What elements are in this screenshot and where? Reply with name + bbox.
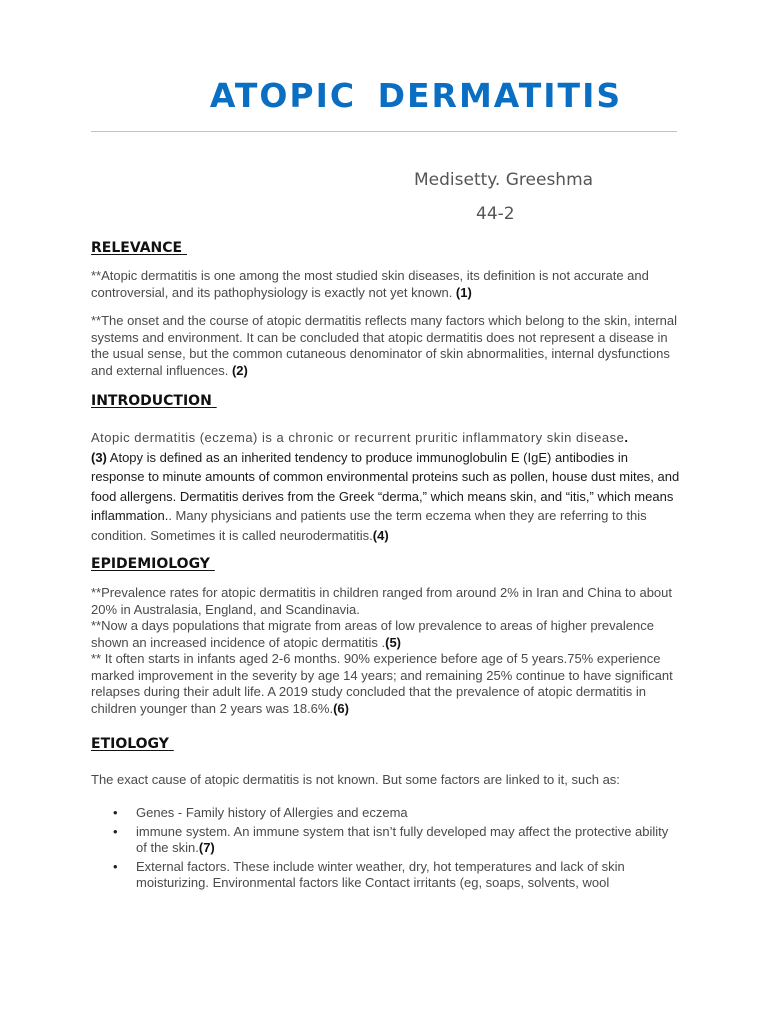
epidemiology-paragraph <box>91 585 681 717</box>
bullet-icon: • <box>113 805 118 820</box>
citation-7: (7) <box>198 840 215 855</box>
bullet-icon: • <box>113 858 118 874</box>
citation-3: (3) <box>91 449 107 465</box>
epidemiology-line-3: ** It often starts in infants aged 2-6 months. 90% experience before age of 5 years.75% experience marked improvement in the severity by age 14 years; and remaining 25% continue to have significant relapses during their adult life. A 2019 study concluded that the prevalence of atopic dermatitis in children younger than 2 years was 18.6%. <box>91 651 673 716</box>
heading-etiology: ETIOLOGY <box>91 736 169 752</box>
relevance-paragraph-1 <box>91 268 681 301</box>
epidemiology-line-2: **Now a days populations that migrate from areas of low prevalence to areas of higher prevalence shown an increased incidence of atopic dermatitis . <box>91 618 654 650</box>
bullet-icon: • <box>113 823 118 839</box>
etiology-item-external: External factors. These include winter weather, dry, hot temperatures and lack of skin moisturizing. Environmental factors like Contact irritants (eg, soaps, solvents, wool <box>136 858 625 890</box>
heading-relevance: RELEVANCE <box>91 240 183 256</box>
citation-2: (2) <box>231 362 248 378</box>
author-name: Medisetty. Greeshma <box>414 170 594 190</box>
title-divider <box>91 131 677 132</box>
citation-4: (4) <box>372 527 389 543</box>
introduction-lead-end: . <box>624 430 628 445</box>
relevance-p1-text: **Atopic dermatitis is one among the most studied skin diseases, its definition is not accurate and controversial, and its pathophysiology is exactly not yet known. <box>91 268 649 300</box>
introduction-paragraph <box>91 428 681 545</box>
relevance-paragraph-2 <box>91 313 681 379</box>
citation-6: (6) <box>333 700 349 716</box>
citation-1: (1) <box>455 284 472 300</box>
heading-introduction: INTRODUCTION <box>91 393 212 409</box>
relevance-p2-text: **The onset and the course of atopic dermatitis reflects many factors which belong to the skin, internal systems and environment. It can be concluded that atopic dermatitis does not represent a disease in the usual sense, but the common cutaneous denominator of skin abnormalities, internal dysfunctions and external influences. <box>91 313 678 378</box>
heading-epidemiology: EPIDEMIOLOGY <box>91 556 210 572</box>
list-item <box>91 824 681 857</box>
etiology-item-immune: immune system. An immune system that isn’t fully developed may affect the protective ability of the skin. <box>136 823 669 855</box>
document-title: ATOPIC DERMATITIS <box>209 76 623 115</box>
introduction-atopy-text: Atopy is defined as an inherited tendency to produce immunoglobulin E (IgE) antibodies in response to minute amounts of common environmental proteins such as pollen, house dust mites, and food allergens. Dermatitis derives from the Greek “derma,” which means skin, and “itis,” which means inflammation. <box>91 449 680 523</box>
citation-5: (5) <box>385 634 401 650</box>
introduction-lead: Atopic dermatitis (eczema) is a chronic or recurrent pruritic inflammatory skin disease <box>91 430 625 445</box>
list-item <box>91 859 681 892</box>
epidemiology-line-1: **Prevalence rates for atopic dermatitis in children ranged from around 2% in Iran and China to about 20% in Australasia, England, and Scandinavia. <box>91 585 672 617</box>
introduction-eczema-text: . Many physicians and patients use the term eczema when they are referring to this condition. Sometimes it is called neurodermatitis. <box>91 508 647 543</box>
etiology-item-genes: Genes - Family history of Allergies and eczema <box>136 805 408 820</box>
etiology-intro: The exact cause of atopic dermatitis is not known. But some factors are linked to it, such as: <box>91 772 620 787</box>
author-id: 44-2 <box>476 204 515 224</box>
etiology-list <box>91 805 681 894</box>
list-item <box>91 805 681 822</box>
